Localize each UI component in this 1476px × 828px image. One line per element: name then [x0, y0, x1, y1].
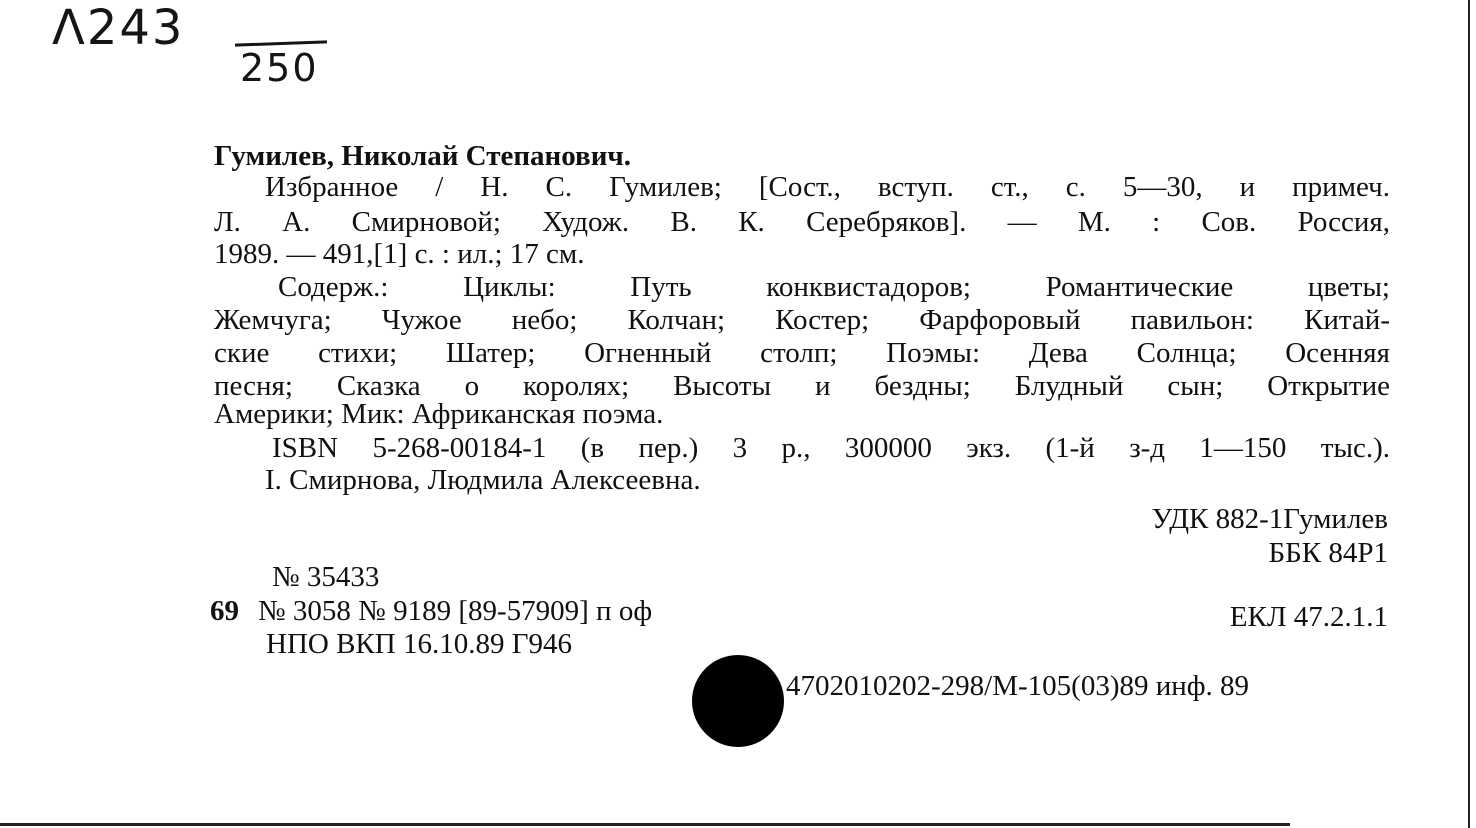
isbn-line: ISBN 5-268-00184-1 (в пер.) 3 р., 300000 экз. (1-й з-д 1—150 тыс.). — [272, 432, 1390, 464]
description-line-1: Избранное / Н. С. Гумилев; [Сост., вступ. ст., с. 5—30, и примеч. — [265, 171, 1390, 203]
card-right-edge — [1468, 0, 1470, 828]
contents-line-1: Содерж.: Циклы: Путь конквистадоров; Романтические цветы; — [278, 271, 1390, 303]
description-line-2: Л. А. Смирновой; Худож. В. К. Серебряков]. — М. : Сов. Россия, — [214, 206, 1390, 238]
contents-line-3: ские стихи; Шатер; Огненный столп; Поэмы: Дева Солнца; Осенняя — [214, 337, 1390, 369]
card-number: № 35433 — [272, 561, 380, 593]
added-entry: I. Смирнова, Людмила Алексеевна. — [265, 464, 701, 496]
description-line-3: 1989. — 491,[1] с. : ил.; 17 см. — [214, 238, 585, 270]
ekl-code: ЕКЛ 47.2.1.1 — [1229, 601, 1388, 633]
card-bottom-edge — [0, 823, 1290, 826]
handwritten-shelf-mark: Λ243 — [52, 0, 185, 56]
order-prefix: 69 — [210, 595, 239, 627]
bbk-code: ББК 84Р1 — [1268, 537, 1388, 569]
udk-code: УДК 882-1Гумилев — [1151, 503, 1388, 535]
contents-line-5: Америки; Мик: Африканская поэма. — [214, 398, 664, 430]
npo-line: НПО ВКП 16.10.89 Г946 — [266, 628, 572, 660]
handwritten-fraction-number: 250 — [240, 46, 319, 90]
author-heading: Гумилев, Николай Степанович. — [214, 140, 632, 172]
contents-line-4: песня; Сказка о королях; Высоты и бездны; Блудный сын; Открытие — [214, 370, 1390, 402]
code-line: 4702010202-298/М-105(03)89 инф. 89 — [786, 670, 1250, 702]
order-line: № 3058 № 9189 [89-57909] п оф — [258, 595, 653, 627]
punch-hole — [692, 655, 784, 747]
contents-line-2: Жемчуга; Чужое небо; Колчан; Костер; Фарфоровый павильон: Китай- — [214, 304, 1390, 336]
